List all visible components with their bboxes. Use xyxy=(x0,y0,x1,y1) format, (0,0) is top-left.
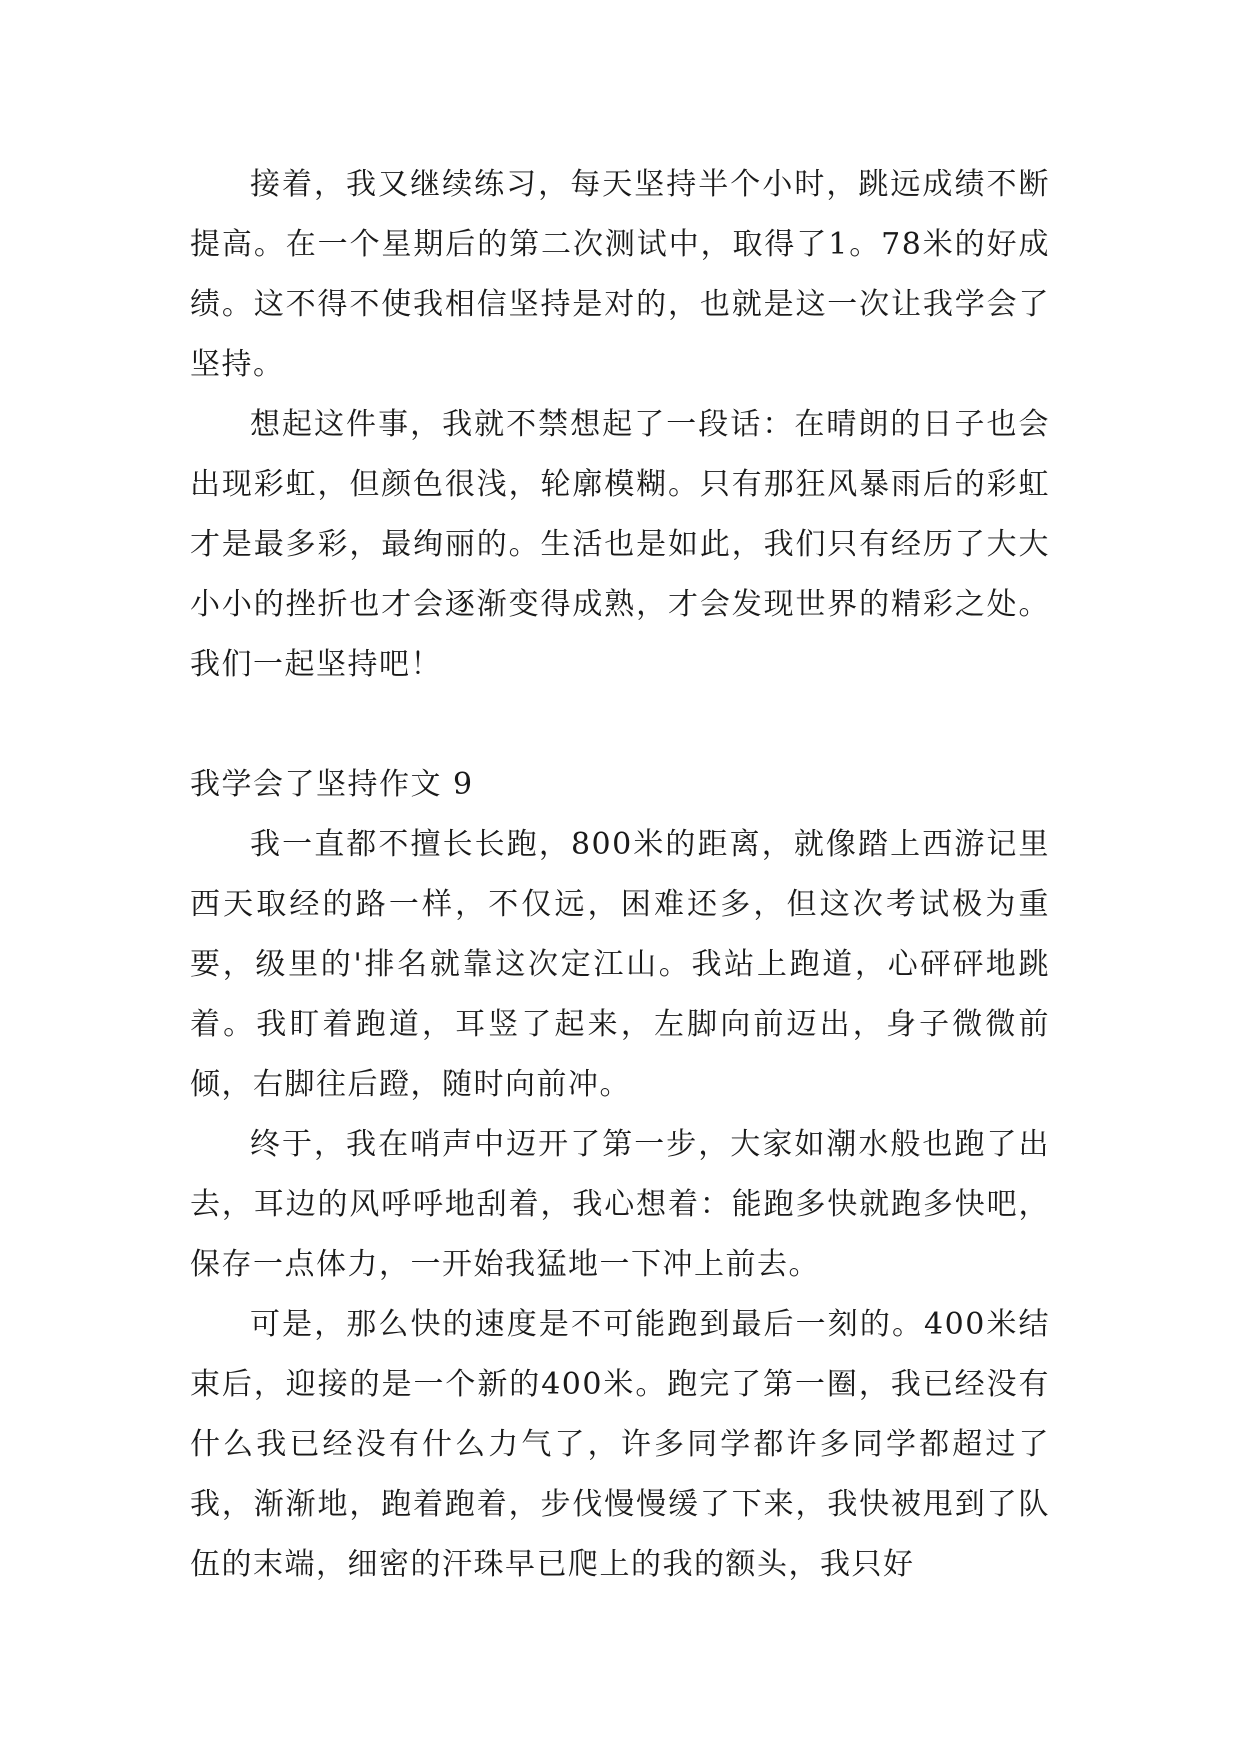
paragraph: 终于，我在哨声中迈开了第一步，大家如潮水般也跑了出去，耳边的风呼呼地刮着，我心想着：能跑多快就跑多快吧，保存一点体力，一开始我猛地一下冲上前去。 xyxy=(190,1127,1050,1282)
essay-title: 我学会了坚持作文 9 xyxy=(190,767,474,802)
paragraph: 接着，我又继续练习，每天坚持半个小时，跳远成绩不断提高。在一个星期后的第二次测试中，取得了1。78米的好成绩。这不得不使我相信坚持是对的，也就是这一次让我学会了坚持。 xyxy=(190,167,1050,382)
paragraph: 我一直都不擅长长跑，800米的距离，就像踏上西游记里西天取经的路一样，不仅远，困难还多，但这次考试极为重要，级里的'排名就靠这次定江山。我站上跑道，心砰砰地跳着。我盯着跑道，耳竖了起来，左脚向前迈出，身子微微前倾，右脚往后蹬，随时向前冲。 xyxy=(190,827,1050,1102)
paragraph: 可是，那么快的速度是不可能跑到最后一刻的。400米结束后，迎接的是一个新的400米。跑完了第一圈，我已经没有什么我已经没有什么力气了，许多同学都许多同学都超过了我，渐渐地，跑着跑着，步伐慢慢缓了下来，我快被甩到了队伍的末端，细密的汗珠早已爬上的我的额头，我只好 xyxy=(190,1307,1050,1582)
document-page xyxy=(190,155,1050,1595)
paragraph: 想起这件事，我就不禁想起了一段话：在晴朗的日子也会出现彩虹，但颜色很浅，轮廓模糊。只有那狂风暴雨后的彩虹才是最多彩，最绚丽的。生活也是如此，我们只有经历了大大小小的挫折也才会逐渐变得成熟，才会发现世界的精彩之处。我们一起坚持吧！ xyxy=(190,407,1050,682)
